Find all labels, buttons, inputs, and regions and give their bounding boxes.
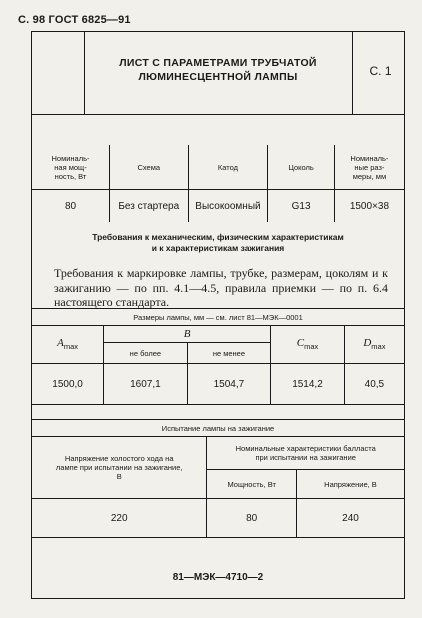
cell-ballast-voltage: 240 (296, 499, 404, 538)
dimensions-caption: Размеры лампы, мм — см. лист 81—МЭК—0001 (32, 309, 404, 326)
header-power: Мощность, Вт (207, 470, 297, 499)
requirements-heading: Требования к механическим, физическим характеристикам и к характеристикам зажигания (92, 232, 344, 253)
dimensions-table (32, 308, 404, 405)
cell-ballast-power: 80 (207, 499, 297, 538)
header-base: Цоколь (268, 145, 334, 190)
header-b: B (104, 326, 271, 343)
cell-b-not-more: 1607,1 (104, 364, 188, 405)
table-row (32, 364, 404, 405)
cell-d-max: 40,5 (344, 364, 404, 405)
header-b-not-less: не менее (187, 343, 271, 364)
header-open-circuit-voltage: Напряжение холостого хода на лампе при испытании на зажигание, В (32, 437, 207, 499)
title-divider (352, 32, 353, 115)
cell-open-circuit-voltage: 220 (32, 499, 207, 538)
header-cathode: Катод (188, 145, 268, 190)
header-b-not-more: не более (104, 343, 188, 364)
table-header-row (32, 326, 404, 343)
title-block (32, 32, 404, 115)
cell-base: G13 (268, 190, 334, 223)
sheet-title-line: ЛИСТ С ПАРАМЕТРАМИ ТРУБЧАТОЙ (119, 57, 317, 69)
header-scheme: Схема (110, 145, 189, 190)
header-nominal-power: Номиналь- ная мощ- ность, Вт (32, 145, 110, 190)
table-header-row (32, 145, 404, 190)
header-d-max: $D_{max}$ (344, 326, 404, 364)
cell-cathode: Высокоомный (188, 190, 268, 223)
cell-b-not-less: 1504,7 (187, 364, 271, 405)
table-header-row (32, 437, 404, 470)
cell-a-max: 1500,0 (32, 364, 104, 405)
cell-dimensions: 1500×38 (334, 190, 404, 223)
header-ballast-characteristics: Номинальные характеристики балласта при испытании на зажигание (207, 437, 404, 470)
cell-scheme: Без стартера (110, 190, 189, 223)
ignition-test-table (32, 419, 404, 538)
document-sheet (31, 31, 405, 599)
table-caption-row (32, 309, 404, 326)
cell-power: 80 (64, 200, 77, 212)
header-nominal-dimensions: Номиналь- ные раз- меры, мм (334, 145, 404, 190)
table-row (32, 190, 404, 223)
header-c-max: $C_{max}$ (271, 326, 345, 364)
sheet-footer-code: 81—МЭК—4710—2 (172, 572, 264, 583)
table-row (32, 499, 404, 538)
header-a-max: $A_{max}$ (32, 326, 104, 364)
table-caption-row (32, 420, 404, 437)
ignition-caption: Испытание лампы на зажигание (32, 420, 404, 437)
sheet-title-line: ЛЮМИНЕСЦЕНТНОЙ ЛАМПЫ (138, 71, 298, 83)
page-header: С. 98 ГОСТ 6825—91 (18, 14, 131, 26)
lamp-parameters-table (32, 145, 404, 222)
sheet-title (84, 56, 352, 84)
sheet-number: С. 1 (369, 64, 392, 78)
header-voltage: Напряжение, В (296, 470, 404, 499)
requirements-paragraph: Требования к маркировке лампы, трубке, размерам, цоколям и к зажиганию — по пп. 4.1—4.5, правила приемки — по п. 6.4 настоящего стандарта. (54, 266, 388, 309)
cell-c-max: 1514,2 (271, 364, 345, 405)
